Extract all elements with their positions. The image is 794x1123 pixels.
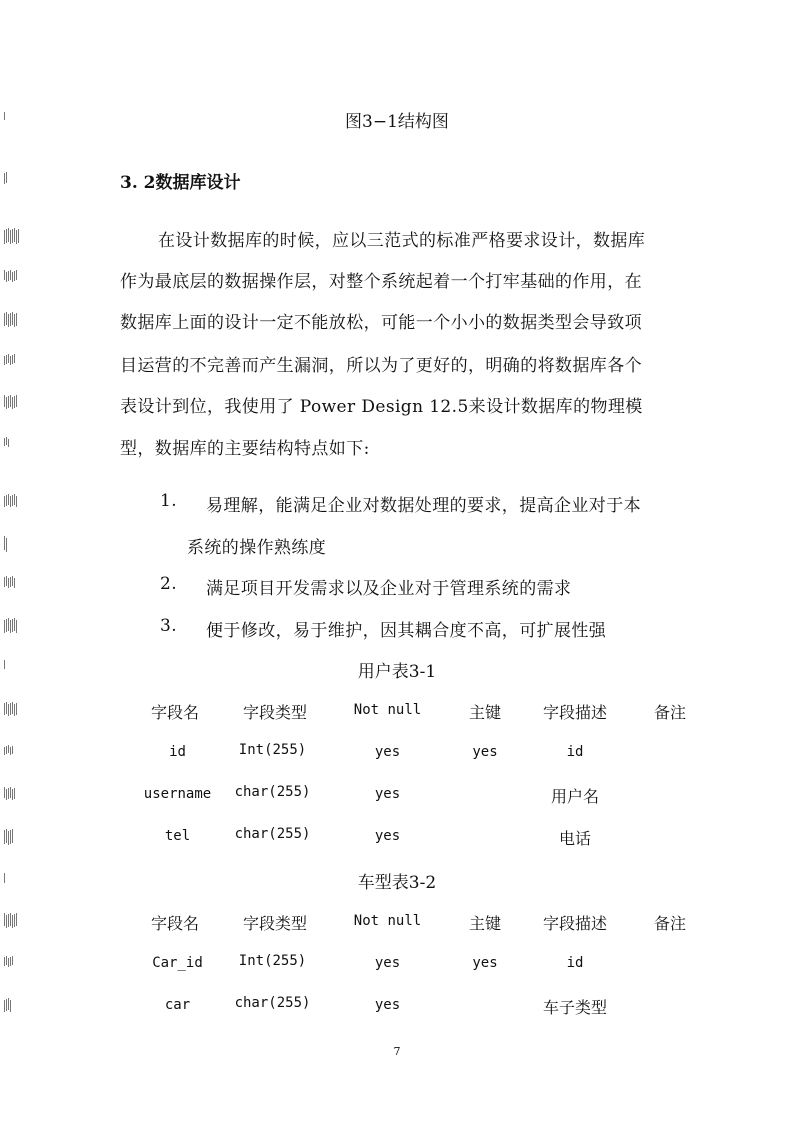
scan-mark <box>4 956 20 970</box>
paragraph-line: 表设计到位，我使用了 Power Design 12.5来设计数据库的物理模 <box>120 397 643 417</box>
scan-mark <box>4 354 20 368</box>
table-cell: yes <box>472 955 498 971</box>
section-heading: 3. 2数据库设计 <box>120 173 241 193</box>
table-cell: 电话 <box>558 829 591 848</box>
table-cell: id <box>566 744 584 760</box>
table-cell: yes <box>374 955 401 971</box>
header-cell: 字段描述 <box>542 914 607 933</box>
table-cell: car <box>164 997 191 1013</box>
header-cell: 主键 <box>468 914 501 933</box>
header-cell: Not null <box>353 913 422 929</box>
page-number: 7 <box>393 1045 401 1058</box>
paragraph-line: 作为最底层的数据操作层，对整个系统起着一个打牢基础的作用，在 <box>120 272 642 292</box>
table-cell: id <box>169 744 186 760</box>
scan-mark <box>4 745 20 759</box>
scan-mark <box>4 829 20 843</box>
scan-mark <box>4 312 20 326</box>
scan-mark <box>4 228 20 242</box>
table-cell: yes <box>374 744 401 760</box>
list-item-text: 满足项目开发需求以及企业对于管理系统的需求 <box>206 579 572 599</box>
table-cell: yes <box>472 744 498 760</box>
figure-caption: 图3−1结构图 <box>345 112 449 132</box>
paragraph-line: 数据库上面的设计一定不能放松，可能一个小小的数据类型会导致项 <box>120 313 642 333</box>
list-item-text: 系统的操作熟练度 <box>187 538 327 558</box>
table-cell: char(255) <box>234 995 311 1011</box>
table-cell: char(255) <box>234 826 311 842</box>
table-caption: 用户表3-1 <box>357 662 437 682</box>
list-number: 1. <box>160 491 178 511</box>
table-cell: Int(255) <box>238 742 307 758</box>
table-cell: char(255) <box>234 784 311 800</box>
table-cell: yes <box>374 786 401 802</box>
header-cell: Not null <box>353 702 422 718</box>
table-cell: yes <box>374 997 401 1013</box>
paragraph-line: 目运营的不完善而产生漏洞，所以为了更好的，明确的将数据库各个 <box>120 356 642 376</box>
header-cell: 字段描述 <box>542 703 607 722</box>
scan-mark <box>4 536 20 550</box>
header-cell: 字段类型 <box>242 914 307 933</box>
scan-mark <box>4 998 20 1012</box>
header-cell: 字段类型 <box>242 703 307 722</box>
table-cell: yes <box>374 828 401 844</box>
table-cell: username <box>143 786 212 802</box>
list-item-text: 便于修改，易于维护，因其耦合度不高，可扩展性强 <box>206 621 607 641</box>
header-cell: 主键 <box>468 703 501 722</box>
header-cell: 备注 <box>653 914 686 933</box>
scan-mark <box>4 702 20 716</box>
list-item-text: 易理解，能满足企业对数据处理的要求，提高企业对于本 <box>206 496 641 516</box>
paragraph-line: 型，数据库的主要结构特点如下: <box>120 439 370 459</box>
header-cell: 备注 <box>653 703 686 722</box>
table-cell: id <box>566 955 584 971</box>
scan-mark <box>4 618 20 632</box>
paragraph-line: 在设计数据库的时候，应以三范式的标准严格要求设计，数据库 <box>158 231 646 251</box>
header-cell: 字段名 <box>150 914 199 933</box>
table-cell: Car_id <box>152 955 203 971</box>
scan-mark <box>4 494 20 508</box>
scan-mark <box>4 395 20 409</box>
header-cell: 字段名 <box>150 703 199 722</box>
table-caption: 车型表3-2 <box>357 873 437 893</box>
scan-mark <box>4 172 20 186</box>
table-cell: Int(255) <box>238 953 307 969</box>
table-cell: 车子类型 <box>542 998 607 1017</box>
scan-mark <box>4 270 20 284</box>
list-number: 2. <box>160 574 178 594</box>
table-cell: tel <box>164 828 191 844</box>
list-number: 3. <box>160 616 178 636</box>
scan-mark <box>4 437 20 451</box>
scan-mark <box>4 913 20 927</box>
scan-mark <box>4 576 20 590</box>
scan-mark <box>4 787 20 801</box>
table-cell: 用户名 <box>550 787 599 806</box>
